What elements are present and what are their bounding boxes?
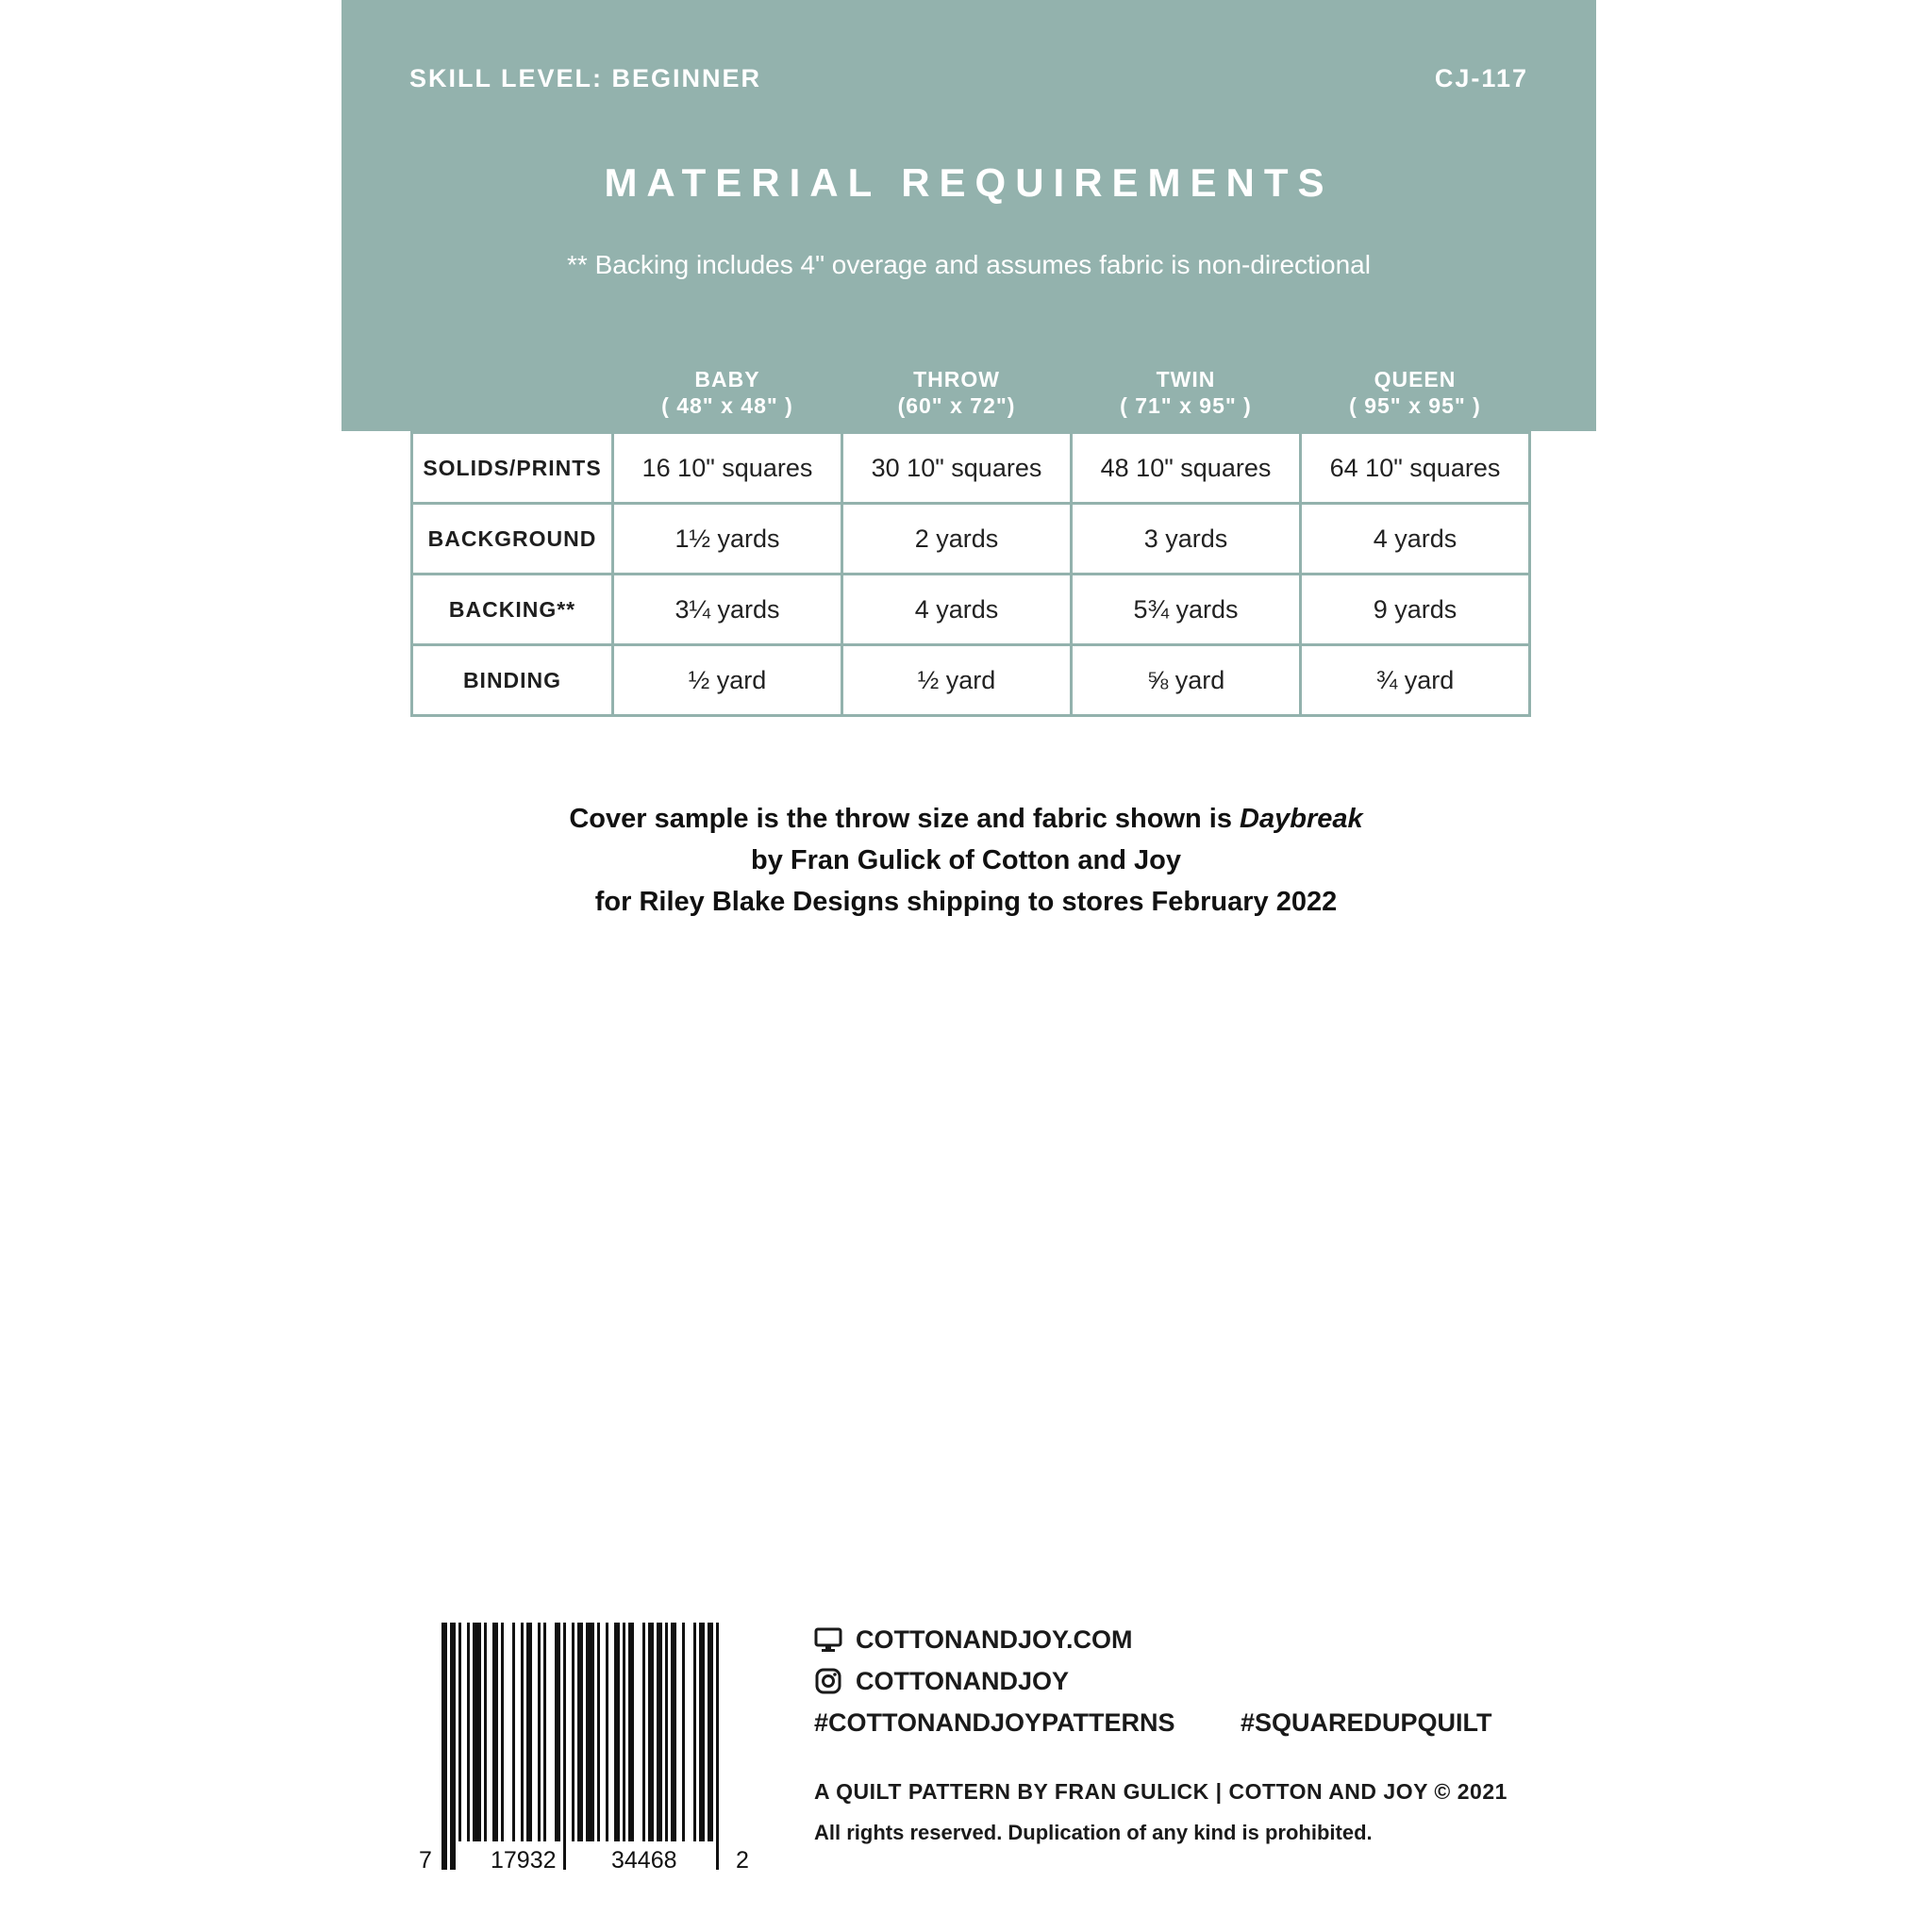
- barcode-bar: [543, 1623, 546, 1841]
- instagram-icon: [814, 1667, 842, 1695]
- column-name: TWIN: [1156, 367, 1216, 391]
- column-name: THROW: [913, 367, 1000, 391]
- barcode-check-digit: 2: [736, 1847, 749, 1874]
- row-label: BACKING**: [412, 575, 613, 645]
- column-queen: [1301, 353, 1530, 433]
- barcode-bar: [642, 1623, 645, 1841]
- column-size: (60" x 72"): [897, 393, 1016, 418]
- table-cell: 5¾ yards: [1072, 575, 1301, 645]
- pattern-credit: A QUILT PATTERN BY FRAN GULICK | COTTON AND JOY © 2021: [814, 1779, 1507, 1804]
- table-header-row: [412, 353, 1530, 433]
- column-size: ( 48" x 48" ): [661, 393, 793, 418]
- barcode-bar: [665, 1623, 668, 1841]
- barcode-bar: [597, 1623, 600, 1841]
- table-cell: 1½ yards: [613, 504, 842, 575]
- row-label: SOLIDS/PRINTS: [412, 433, 613, 504]
- cover-line-1-text: Cover sample is the throw size and fabric shown is: [569, 804, 1241, 834]
- table-cell: ¾ yard: [1301, 645, 1530, 716]
- barcode-bar: [657, 1623, 662, 1841]
- hashtag-row: [814, 1706, 1175, 1740]
- barcode-bar: [606, 1623, 608, 1841]
- table-cell: ½ yard: [613, 645, 842, 716]
- table-corner: [412, 353, 613, 433]
- barcode-bar: [458, 1623, 461, 1841]
- barcode-bar: [671, 1623, 676, 1841]
- barcode-bar: [572, 1623, 575, 1841]
- cover-sample-note: [0, 798, 1932, 923]
- barcode-bar: [555, 1623, 560, 1841]
- barcode-left-digits: 17932: [491, 1847, 557, 1874]
- barcode-bar: [648, 1623, 654, 1841]
- table-row: [412, 433, 1530, 504]
- table-row: [412, 645, 1530, 716]
- barcode-bars: [441, 1623, 719, 1870]
- table-cell: 2 yards: [842, 504, 1072, 575]
- table-cell: 3 yards: [1072, 504, 1301, 575]
- hashtag-patterns[interactable]: #COTTONANDJOYPATTERNS: [814, 1707, 1175, 1737]
- barcode-bar: [699, 1623, 705, 1841]
- column-size: ( 95" x 95" ): [1349, 393, 1481, 418]
- barcode-bar: [492, 1623, 498, 1841]
- barcode: [415, 1623, 755, 1877]
- column-twin: [1072, 353, 1301, 433]
- cover-line-3: for Riley Blake Designs shipping to stores February 2022: [594, 887, 1338, 917]
- table-cell: 30 10" squares: [842, 433, 1072, 504]
- table-cell: 3¼ yards: [613, 575, 842, 645]
- page-title: MATERIAL REQUIREMENTS: [604, 160, 1334, 205]
- table-cell: 48 10" squares: [1072, 433, 1301, 504]
- barcode-bar: [441, 1623, 447, 1870]
- table-cell: 16 10" squares: [613, 433, 842, 504]
- barcode-right-digits: 34468: [611, 1847, 677, 1874]
- barcode-bar: [563, 1623, 566, 1870]
- cover-line-2: by Fran Gulick of Cotton and Joy: [751, 845, 1181, 875]
- barcode-lead-digit: 7: [419, 1847, 432, 1874]
- table-cell: 4 yards: [842, 575, 1072, 645]
- column-name: BABY: [694, 367, 760, 391]
- material-table: [410, 351, 1531, 717]
- rights-notice: All rights reserved. Duplication of any kind is prohibited.: [814, 1821, 1373, 1844]
- table-cell: 4 yards: [1301, 504, 1530, 575]
- barcode-bar: [450, 1623, 456, 1870]
- table-row: [412, 575, 1530, 645]
- skill-level: SKILL LEVEL: BEGINNER: [409, 64, 762, 92]
- table-cell: 9 yards: [1301, 575, 1530, 645]
- barcode-bar: [586, 1623, 594, 1841]
- barcode-bar: [484, 1623, 487, 1841]
- table-cell: ⅝ yard: [1072, 645, 1301, 716]
- barcode-bar: [526, 1623, 532, 1841]
- table-cell: 64 10" squares: [1301, 433, 1530, 504]
- website-row: [814, 1623, 1133, 1657]
- pattern-code: CJ-117: [1434, 64, 1528, 92]
- fabric-name: Daybreak: [1240, 804, 1363, 834]
- barcode-bar: [682, 1623, 685, 1841]
- cover-line-1: [0, 798, 1932, 840]
- instagram-row: [814, 1664, 1069, 1698]
- barcode-bar: [501, 1623, 504, 1841]
- barcode-bar: [538, 1623, 541, 1841]
- hashtag-row-2: [1241, 1706, 1492, 1740]
- row-label: BINDING: [412, 645, 613, 716]
- monitor-icon: [814, 1625, 842, 1654]
- column-size: ( 71" x 95" ): [1120, 393, 1252, 418]
- barcode-bar: [577, 1623, 583, 1841]
- barcode-bar: [473, 1623, 481, 1841]
- barcode-bar: [614, 1623, 620, 1841]
- column-throw: [842, 353, 1072, 433]
- barcode-bar: [467, 1623, 470, 1841]
- barcode-bar: [623, 1623, 625, 1841]
- barcode-bar: [512, 1623, 515, 1841]
- barcode-bar: [693, 1623, 696, 1841]
- barcode-bar: [521, 1623, 524, 1841]
- hashtag-quilt[interactable]: #SQUAREDUPQUILT: [1241, 1707, 1492, 1737]
- barcode-bar: [708, 1623, 713, 1841]
- column-baby: [613, 353, 842, 433]
- barcode-bar: [628, 1623, 634, 1841]
- column-name: QUEEN: [1374, 367, 1457, 391]
- website-link[interactable]: COTTONANDJOY.COM: [856, 1624, 1133, 1654]
- backing-note: ** Backing includes 4" overage and assumes fabric is non-directional: [567, 250, 1371, 279]
- table-cell: ½ yard: [842, 645, 1072, 716]
- table-row: [412, 504, 1530, 575]
- barcode-bar: [716, 1623, 719, 1870]
- instagram-handle[interactable]: COTTONANDJOY: [856, 1666, 1070, 1695]
- row-label: BACKGROUND: [412, 504, 613, 575]
